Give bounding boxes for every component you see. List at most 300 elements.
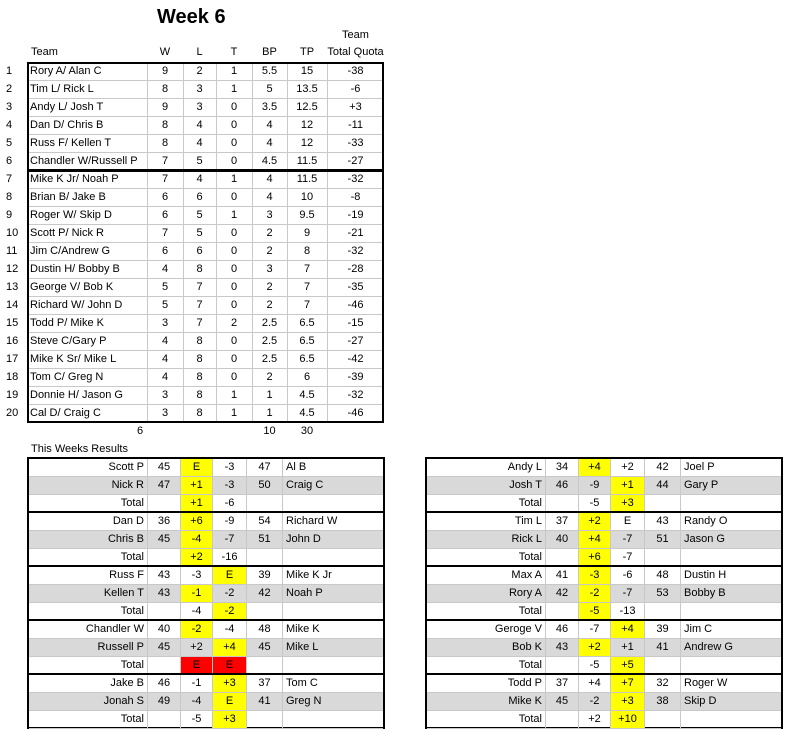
results-label: This Weeks Results	[31, 443, 128, 455]
footer-w-total: 6	[136, 425, 144, 437]
rank-cell: 20	[6, 407, 19, 419]
net-plus-minus: +4	[579, 675, 611, 692]
stat-cell: -27	[347, 155, 364, 167]
opponent-score	[645, 603, 681, 620]
opponent-score: 45	[247, 639, 283, 656]
stat-cell: -27	[347, 335, 364, 347]
team-name-cell: Steve C/Gary P	[30, 335, 107, 347]
team-name-cell: Tom C/ Greg N	[30, 371, 104, 383]
stat-cell: -15	[347, 317, 364, 329]
opponent-name	[283, 657, 385, 674]
player-name: Russ F	[29, 567, 148, 584]
grid-line	[27, 152, 384, 153]
match-block	[425, 511, 783, 567]
stat-cell: 4.5	[261, 155, 278, 167]
player-row	[427, 639, 781, 657]
net-plus-minus: -4	[181, 693, 213, 710]
stat-cell: 7	[196, 281, 203, 293]
grid-line	[147, 62, 148, 422]
net-plus-minus: +2	[181, 549, 213, 566]
stat-cell: 4	[196, 173, 203, 185]
stat-cell: -28	[347, 263, 364, 275]
rank-cell: 14	[6, 299, 19, 311]
stat-cell: 1	[230, 173, 238, 185]
stat-cell: 4.5	[299, 389, 315, 401]
team-plus-minus: +3	[611, 495, 645, 512]
stat-cell: 4	[161, 263, 169, 275]
stat-cell: 1	[230, 65, 238, 77]
player-name: Scott P	[29, 459, 148, 476]
team-plus-minus: -13	[611, 603, 645, 620]
opponent-name: Richard W	[286, 515, 338, 527]
stat-cell: 2.5	[261, 353, 278, 365]
stat-cell: 3	[161, 389, 169, 401]
opponent-score: 39	[645, 621, 681, 638]
opponent-name	[681, 495, 783, 512]
team-plus-minus: +3	[213, 675, 247, 692]
team-plus-minus: +1	[611, 477, 645, 494]
net-plus-minus: -1	[181, 675, 213, 692]
stat-cell: 0	[230, 191, 238, 203]
total-row	[427, 711, 781, 729]
opponent-score: 50	[247, 477, 283, 494]
grid-line	[252, 62, 253, 422]
rank-cell: 10	[6, 227, 19, 239]
stat-cell: 6.5	[299, 353, 315, 365]
match-block	[425, 565, 783, 621]
gross-score	[148, 657, 181, 674]
rank-cell: 7	[6, 173, 13, 185]
stat-cell: 2	[266, 245, 273, 257]
stat-cell: 4	[266, 191, 273, 203]
team-name-cell: Jim C/Andrew G	[30, 245, 111, 257]
header-w: W	[159, 46, 171, 58]
stat-cell: 4	[266, 137, 273, 149]
header-team-top: Team	[342, 29, 369, 41]
net-plus-minus: +6	[579, 549, 611, 566]
opponent-name	[681, 711, 783, 728]
stat-cell: 6	[161, 245, 169, 257]
stat-cell: 9	[161, 65, 169, 77]
net-plus-minus: -4	[181, 531, 213, 548]
opponent-score	[645, 495, 681, 512]
stat-cell: 5	[161, 281, 169, 293]
stat-cell: 7	[303, 299, 311, 311]
team-name-cell: Dan D/ Chris B	[30, 119, 104, 131]
net-plus-minus: E	[181, 657, 213, 674]
stat-cell: 5	[196, 209, 203, 221]
stat-cell: 0	[230, 119, 238, 131]
team-name-cell: Dustin H/ Bobby B	[30, 263, 120, 275]
rank-cell: 6	[6, 155, 13, 167]
net-plus-minus: -3	[579, 567, 611, 584]
opponent-score	[247, 495, 283, 512]
player-row	[427, 477, 781, 495]
stat-cell: 2	[266, 371, 273, 383]
stat-cell: 1	[230, 407, 238, 419]
match-block	[425, 619, 783, 675]
team-plus-minus: -2	[213, 603, 247, 620]
opponent-name	[681, 603, 783, 620]
opponent-score	[247, 657, 283, 674]
stat-cell: 4	[266, 119, 273, 131]
gross-score: 41	[546, 567, 579, 584]
stat-cell: 4	[266, 173, 273, 185]
footer-tp-total: 30	[300, 425, 314, 437]
header-team: Team	[31, 46, 58, 58]
rank-cell: 17	[6, 353, 19, 365]
net-plus-minus: -5	[579, 495, 611, 512]
grid-line	[27, 188, 384, 189]
stat-cell: 8	[196, 389, 203, 401]
net-plus-minus: -1	[181, 585, 213, 602]
opponent-score: 43	[645, 513, 681, 530]
stat-cell: 5	[161, 299, 169, 311]
rank-cell: 9	[6, 209, 13, 221]
team-plus-minus: -6	[611, 567, 645, 584]
net-plus-minus: +6	[181, 513, 213, 530]
player-name: Geroge V	[427, 621, 546, 638]
grid-line	[27, 134, 384, 135]
stat-cell: 7	[161, 155, 169, 167]
header-l: L	[196, 46, 203, 58]
grid-line	[27, 242, 384, 243]
stat-cell: 3.5	[261, 101, 278, 113]
gross-score: 47	[148, 477, 181, 494]
opponent-score: 41	[247, 693, 283, 710]
gross-score: 46	[546, 477, 579, 494]
team-name-cell: Scott P/ Nick R	[30, 227, 104, 239]
stat-cell: 1	[266, 407, 273, 419]
grid-line	[27, 368, 384, 369]
grid-line	[27, 224, 384, 225]
team-name-cell: Roger W/ Skip D	[30, 209, 112, 221]
net-plus-minus: -2	[181, 621, 213, 638]
stat-cell: 5	[266, 83, 273, 95]
rank-cell: 18	[6, 371, 19, 383]
rank-cell: 11	[6, 245, 18, 257]
stat-cell: 0	[230, 371, 238, 383]
team-name-cell: Donnie H/ Jason G	[30, 389, 123, 401]
stat-cell: 6.5	[299, 317, 315, 329]
player-name: Total	[29, 711, 148, 728]
stat-cell: -38	[347, 65, 364, 77]
stat-cell: 0	[230, 299, 238, 311]
stat-cell: 10	[300, 191, 314, 203]
net-plus-minus: -2	[579, 693, 611, 710]
grid-line	[183, 62, 184, 422]
stat-cell: 0	[230, 353, 238, 365]
header-t: T	[230, 46, 238, 58]
stat-cell: 4.5	[299, 407, 315, 419]
stat-cell: -11	[347, 119, 364, 131]
opponent-name: Craig C	[286, 479, 324, 491]
net-plus-minus: -7	[579, 621, 611, 638]
team-name-cell: Rory A/ Alan C	[30, 65, 102, 77]
stat-cell: 0	[230, 263, 238, 275]
net-plus-minus: -2	[579, 585, 611, 602]
team-name-cell: Cal D/ Craig C	[30, 407, 101, 419]
grid-line	[27, 116, 384, 117]
gross-score: 46	[148, 675, 181, 692]
stat-cell: 6	[161, 191, 169, 203]
player-row	[427, 675, 781, 693]
grid-line	[287, 62, 288, 422]
player-name: Total	[29, 603, 148, 620]
stat-cell: 12	[300, 119, 314, 131]
gross-score	[546, 711, 579, 728]
stat-cell: 1	[266, 389, 273, 401]
stat-cell: 7	[161, 227, 169, 239]
stat-cell: 2	[196, 65, 203, 77]
team-plus-minus: E	[213, 657, 247, 674]
team-plus-minus: -7	[611, 585, 645, 602]
player-name: Chandler W	[29, 621, 148, 638]
opponent-name: Skip D	[684, 695, 717, 707]
team-name-cell: Richard W/ John D	[30, 299, 123, 311]
player-name: Todd P	[427, 675, 546, 692]
opponent-name: Al B	[286, 461, 307, 473]
team-plus-minus: -4	[213, 621, 247, 638]
stat-cell: 3	[161, 317, 169, 329]
match-block	[27, 565, 385, 621]
stat-cell: 6.5	[299, 335, 315, 347]
stat-cell: 8	[196, 335, 203, 347]
player-row	[427, 513, 781, 531]
opponent-name: John D	[286, 533, 321, 545]
gross-score	[148, 549, 181, 566]
opponent-name	[681, 549, 783, 566]
match-block	[27, 457, 385, 513]
player-name: Rick L	[427, 531, 546, 548]
stat-cell: 11.5	[296, 173, 318, 185]
gross-score: 43	[148, 567, 181, 584]
opponent-score	[645, 657, 681, 674]
player-row	[427, 567, 781, 585]
stat-cell: 4	[161, 335, 169, 347]
gross-score: 45	[148, 459, 181, 476]
opponent-score: 51	[247, 531, 283, 548]
net-plus-minus: -9	[579, 477, 611, 494]
player-row	[29, 675, 383, 693]
match-block	[27, 673, 385, 729]
net-plus-minus: +2	[579, 513, 611, 530]
stat-cell: 8	[196, 407, 203, 419]
grid-line	[27, 314, 384, 315]
player-name: Josh T	[427, 477, 546, 494]
player-row	[29, 459, 383, 477]
player-name: Total	[427, 495, 546, 512]
grid-line	[27, 296, 384, 297]
team-plus-minus: -7	[213, 531, 247, 548]
stat-cell: 13.5	[296, 83, 318, 95]
gross-score	[148, 711, 181, 728]
stat-cell: 6	[196, 245, 203, 257]
opponent-name: Noah P	[286, 587, 323, 599]
player-name: Kellen T	[29, 585, 148, 602]
gross-score: 45	[148, 531, 181, 548]
stat-cell: 5.5	[261, 65, 278, 77]
grid-line	[27, 350, 384, 351]
rank-cell: 4	[6, 119, 13, 131]
rank-cell: 12	[6, 263, 19, 275]
player-name: Total	[427, 603, 546, 620]
stat-cell: 12	[300, 137, 314, 149]
net-plus-minus: +2	[579, 711, 611, 728]
team-plus-minus: +10	[611, 711, 645, 728]
footer-bp-total: 10	[263, 425, 276, 437]
gross-score: 40	[148, 621, 181, 638]
opponent-name: Andrew G	[684, 641, 733, 653]
opponent-name: Jason G	[684, 533, 725, 545]
match-block	[425, 457, 783, 513]
opponent-score: 42	[247, 585, 283, 602]
team-name-cell: Andy L/ Josh T	[30, 101, 104, 113]
player-name: Jonah S	[29, 693, 148, 710]
grid-line	[27, 278, 384, 279]
opponent-name: Gary P	[684, 479, 719, 491]
header-tp: TP	[299, 46, 315, 58]
match-block	[27, 619, 385, 675]
grid-line	[27, 98, 384, 99]
player-row	[29, 639, 383, 657]
stat-cell: 5	[196, 227, 203, 239]
team-plus-minus: -3	[213, 459, 247, 476]
stat-cell: 7	[303, 263, 311, 275]
opponent-name: Jim C	[684, 623, 713, 635]
gross-score: 40	[546, 531, 579, 548]
team-name-cell: Todd P/ Mike K	[30, 317, 104, 329]
stat-cell: 4	[196, 137, 203, 149]
opponent-score: 53	[645, 585, 681, 602]
net-plus-minus: -5	[579, 657, 611, 674]
gross-score: 37	[546, 513, 579, 530]
gross-score: 34	[546, 459, 579, 476]
stat-cell: 9	[303, 227, 311, 239]
stat-cell: 15	[300, 65, 314, 77]
stat-cell: -6	[350, 83, 361, 95]
team-plus-minus: +1	[611, 639, 645, 656]
opponent-score	[247, 711, 283, 728]
opponent-name: Dustin H	[684, 569, 727, 581]
player-row	[29, 531, 383, 549]
player-row	[427, 531, 781, 549]
stat-cell: 4	[196, 119, 203, 131]
stat-cell: 6	[196, 191, 203, 203]
gross-score: 42	[546, 585, 579, 602]
gross-score: 43	[148, 585, 181, 602]
opponent-score	[645, 711, 681, 728]
player-row	[427, 693, 781, 711]
player-row	[29, 477, 383, 495]
net-plus-minus: -5	[181, 711, 213, 728]
rank-cell: 13	[6, 281, 19, 293]
opponent-score: 32	[645, 675, 681, 692]
stat-cell: 8	[196, 353, 203, 365]
stat-cell: -21	[347, 227, 364, 239]
team-name-cell: George V/ Bob K	[30, 281, 114, 293]
net-plus-minus: +2	[181, 639, 213, 656]
rank-cell: 16	[6, 335, 19, 347]
total-row	[29, 711, 383, 729]
team-plus-minus: -9	[213, 513, 247, 530]
team-plus-minus: -7	[611, 549, 645, 566]
player-name: Russell P	[29, 639, 148, 656]
opponent-name	[283, 495, 385, 512]
grid-line	[27, 332, 384, 333]
player-name: Tim L	[427, 513, 546, 530]
stat-cell: 6	[161, 209, 169, 221]
player-name: Rory A	[427, 585, 546, 602]
team-plus-minus: +4	[611, 621, 645, 638]
stat-cell: 1	[230, 83, 238, 95]
stat-cell: -42	[347, 353, 364, 365]
player-row	[427, 621, 781, 639]
rank-cell: 5	[6, 137, 13, 149]
player-row	[29, 693, 383, 711]
team-plus-minus: -7	[611, 531, 645, 548]
stat-cell: 9.5	[299, 209, 315, 221]
stat-cell: 5	[196, 155, 203, 167]
gross-score	[546, 657, 579, 674]
player-name: Max A	[427, 567, 546, 584]
rank-cell: 15	[6, 317, 19, 329]
opponent-score: 39	[247, 567, 283, 584]
grid-line	[216, 62, 217, 422]
stat-cell: -8	[350, 191, 361, 203]
stat-cell: 8	[161, 137, 169, 149]
team-name-cell: Chandler W/Russell P	[30, 155, 138, 167]
team-name-cell: Brian B/ Jake B	[30, 191, 106, 203]
stat-cell: 3	[196, 101, 203, 113]
team-plus-minus: +2	[611, 459, 645, 476]
stat-cell: 8	[161, 83, 169, 95]
grid-line	[27, 386, 384, 387]
opponent-score: 51	[645, 531, 681, 548]
header-bp: BP	[262, 46, 277, 58]
player-name: Total	[29, 549, 148, 566]
stat-cell: 0	[230, 335, 238, 347]
gross-score: 36	[148, 513, 181, 530]
player-name: Total	[29, 657, 148, 674]
team-plus-minus: -2	[213, 585, 247, 602]
player-row	[29, 585, 383, 603]
net-plus-minus: -5	[579, 603, 611, 620]
gross-score	[546, 495, 579, 512]
rank-cell: 1	[6, 65, 13, 77]
stat-cell: -32	[347, 173, 364, 185]
team-plus-minus: +5	[611, 657, 645, 674]
header-total-quota: Total Quota	[327, 46, 384, 58]
grid-line	[327, 62, 328, 422]
gross-score	[148, 495, 181, 512]
opponent-score	[247, 603, 283, 620]
team-plus-minus: -3	[213, 477, 247, 494]
opponent-name: Greg N	[286, 695, 322, 707]
team-plus-minus: E	[611, 513, 645, 530]
opponent-score: 42	[645, 459, 681, 476]
gross-score: 45	[148, 639, 181, 656]
stat-cell: 7	[196, 317, 203, 329]
stat-cell: 9	[161, 101, 169, 113]
opponent-name	[283, 603, 385, 620]
player-row	[29, 621, 383, 639]
stat-cell: -46	[347, 407, 364, 419]
net-plus-minus: +4	[579, 459, 611, 476]
opponent-name: Joel P	[684, 461, 715, 473]
team-name-cell: Mike K Jr/ Noah P	[30, 173, 119, 185]
opponent-name	[283, 711, 385, 728]
